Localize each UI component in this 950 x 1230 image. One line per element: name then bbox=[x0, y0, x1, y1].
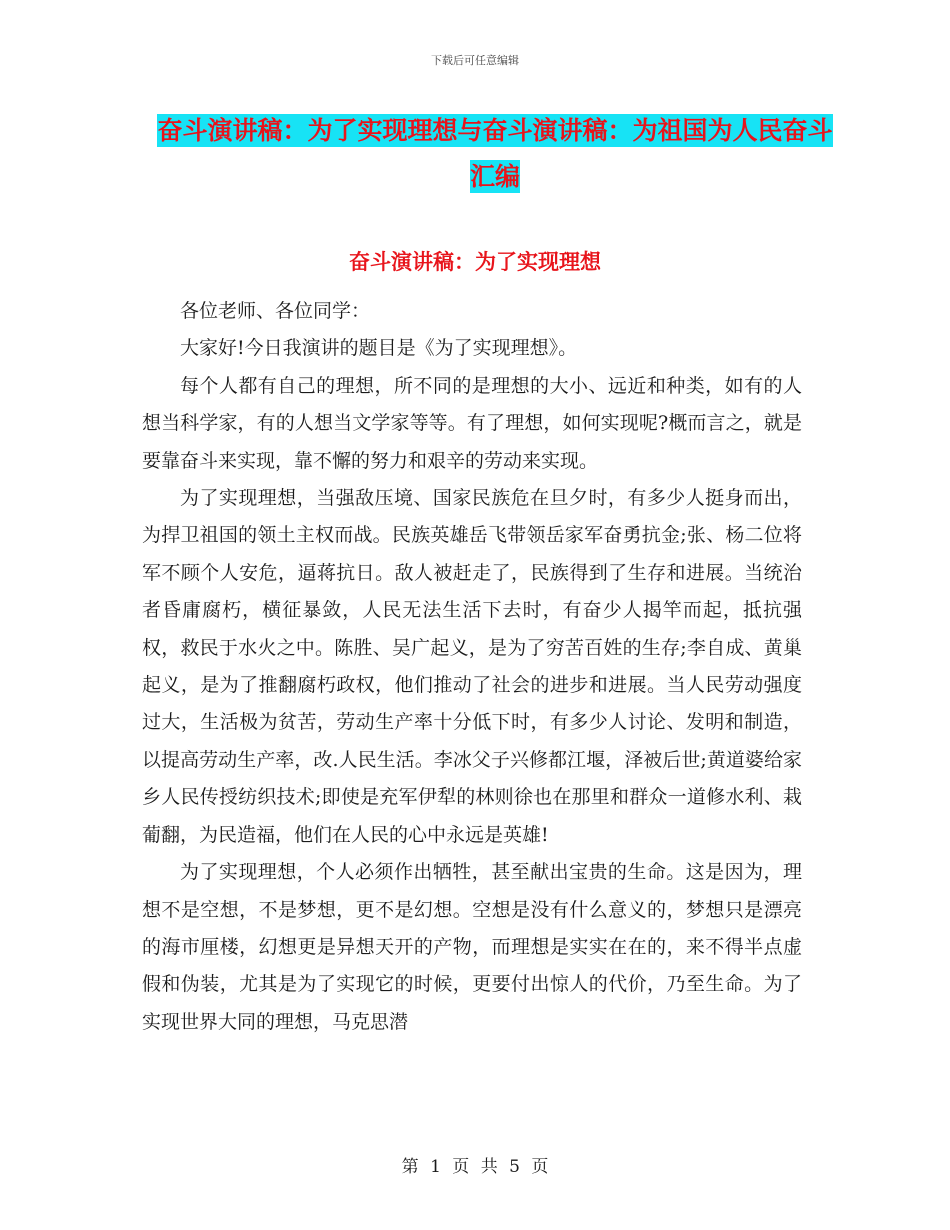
section-title: 奋斗演讲稿：为了实现理想 bbox=[349, 250, 601, 274]
body-paragraph: 各位老师、各位同学： bbox=[180, 300, 371, 322]
document-body bbox=[142, 293, 802, 1041]
document-title bbox=[150, 108, 840, 200]
body-paragraph: 为了实现理想，当强敌压境、国家民族危在旦夕时，有多少人挺身而出，为捍卫祖国的领土主权而战。民族英雄岳飞带领岳家军奋勇抗金;张、杨二位将军不顾个人安危，逼蒋抗日。敌人被赶走了，民族得到了生存和进展。当统治者昏庸腐朽，横征暴敛，人民无法生活下去时，有奋少人揭竿而起，抵抗强权，救民于水火之中。陈胜、吴广起义，是为了穷苦百姓的生存;李自成、黄巢起义，是为了推翻腐朽政权，他们推动了社会的进步和进展。当人民劳动强度过大，生活极为贫苦，劳动生产率十分低下时，有多少人讨论、发明和制造，以提高劳动生产率，改.人民生活。李冰父子兴修都江堰，泽被后世;黄道婆给家乡人民传授纺织技术;即使是充军伊犁的林则徐也在那里和群众一道修水利、栽葡翻，为民造福，他们在人民的心中永远是英雄! bbox=[142, 487, 802, 846]
document-title-highlight: 奋斗演讲稿：为了实现理想与奋斗演讲稿：为祖国为人民奋斗汇编 bbox=[157, 116, 833, 191]
body-paragraph: 大家好!今日我演讲的题目是《为了实现理想》。 bbox=[180, 337, 578, 360]
body-paragraph: 为了实现理想，个人必须作出牺牲，甚至献出宝贵的生命。这是因为，理想不是空想，不是梦想，更不是幻想。空想是没有什么意义的，梦想只是漂亮的海市厘楼，幻想更是异想天开的产物，而理想是实实在在的，来不得半点虚假和伪装，尤其是为了实现它的时候，更要付出惊人的代价，乃至生命。为了实现世界大同的理想，马克思潜 bbox=[142, 861, 802, 1033]
page-header-note: 下载后可任意编辑 bbox=[431, 54, 519, 67]
page-footer: 第 1 页 共 5 页 bbox=[401, 1157, 549, 1177]
body-paragraph: 每个人都有自己的理想，所不同的是理想的大小、远近和种类，如有的人想当科学家，有的人想当文学家等等。有了理想，如何实现呢?概而言之，就是要靠奋斗来实现，靠不懈的努力和艰辛的劳动来实现。 bbox=[142, 374, 802, 472]
